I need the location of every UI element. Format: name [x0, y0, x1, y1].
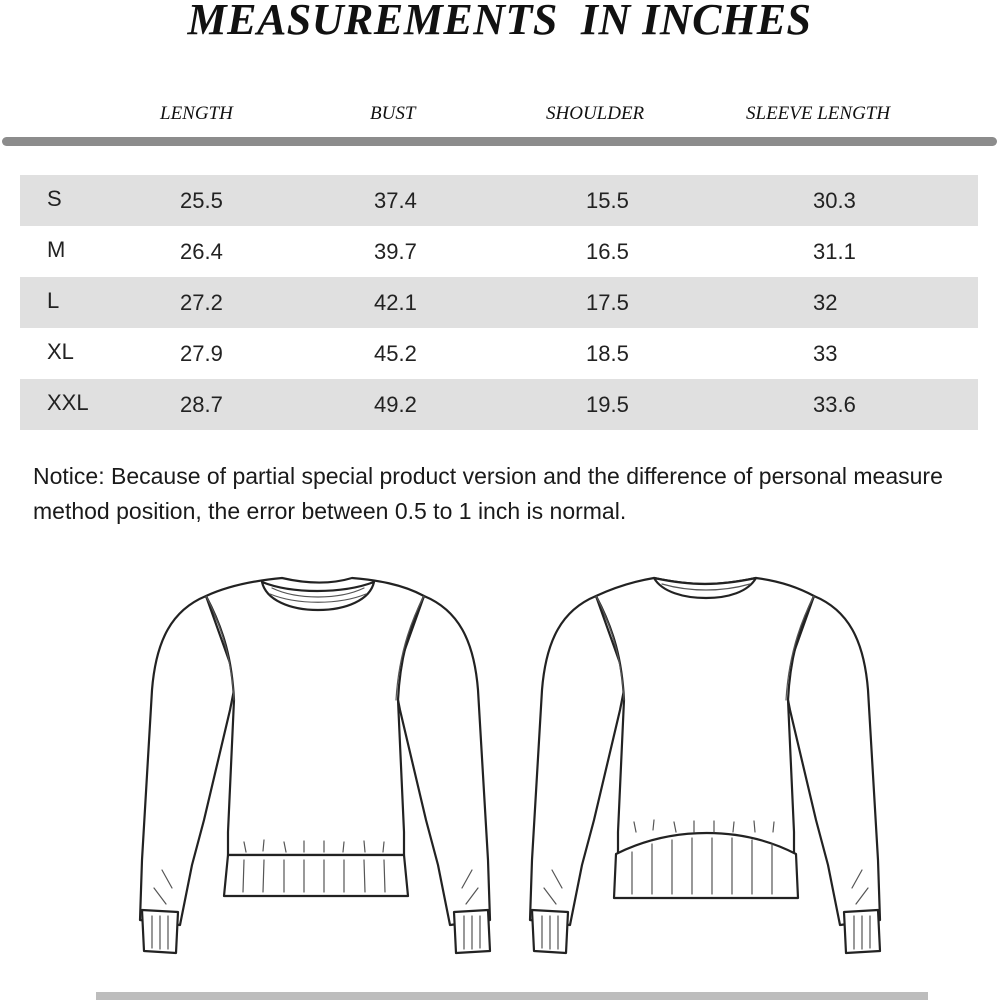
- bust-value: 45.2: [374, 341, 417, 366]
- size-label: XL: [47, 339, 74, 364]
- bust-value: 39.7: [374, 239, 417, 264]
- sleeve-value: 33: [813, 341, 838, 366]
- sweatshirt-back-icon: [522, 570, 892, 965]
- table-row: [20, 277, 978, 328]
- shoulder-value: 17.5: [586, 290, 629, 315]
- sleeve-value: 30.3: [813, 188, 856, 213]
- bust-value: 42.1: [374, 290, 417, 315]
- length-value: 27.2: [180, 290, 223, 315]
- size-label: M: [47, 237, 66, 262]
- header-length: LENGTH: [160, 103, 233, 124]
- header-shoulder: SHOULDER: [546, 103, 645, 124]
- size-label: L: [47, 288, 60, 313]
- shoulder-value: 19.5: [586, 392, 629, 417]
- page-title: MEASUREMENTS IN INCHES: [187, 0, 812, 44]
- shoulder-value: 16.5: [586, 239, 629, 264]
- size-label: S: [47, 186, 62, 211]
- bust-value: 49.2: [374, 392, 417, 417]
- length-value: 28.7: [180, 392, 223, 417]
- length-value: 25.5: [180, 188, 223, 213]
- sleeve-value: 31.1: [813, 239, 856, 264]
- length-value: 26.4: [180, 239, 223, 264]
- size-table: [20, 175, 978, 430]
- table-row: [20, 226, 978, 277]
- table-row: [20, 175, 978, 226]
- size-label: XXL: [47, 390, 89, 415]
- header-divider: [2, 137, 997, 146]
- length-value: 27.9: [180, 341, 223, 366]
- header-sleeve-length: SLEEVE LENGTH: [746, 103, 891, 124]
- shoulder-value: 18.5: [586, 341, 629, 366]
- sleeve-value: 32: [813, 290, 838, 315]
- shoulder-value: 15.5: [586, 188, 629, 213]
- notice-text: Notice: Because of partial special product version and the difference of personal measure method position, the error between 0.5 to 1 inch is normal.: [33, 463, 943, 524]
- table-row: [20, 379, 978, 430]
- sleeve-value: 33.6: [813, 392, 856, 417]
- table-row: [20, 328, 978, 379]
- bust-value: 37.4: [374, 188, 417, 213]
- sweatshirt-front-icon: [132, 570, 502, 965]
- header-bust: BUST: [370, 103, 416, 124]
- bottom-divider: [96, 992, 928, 1000]
